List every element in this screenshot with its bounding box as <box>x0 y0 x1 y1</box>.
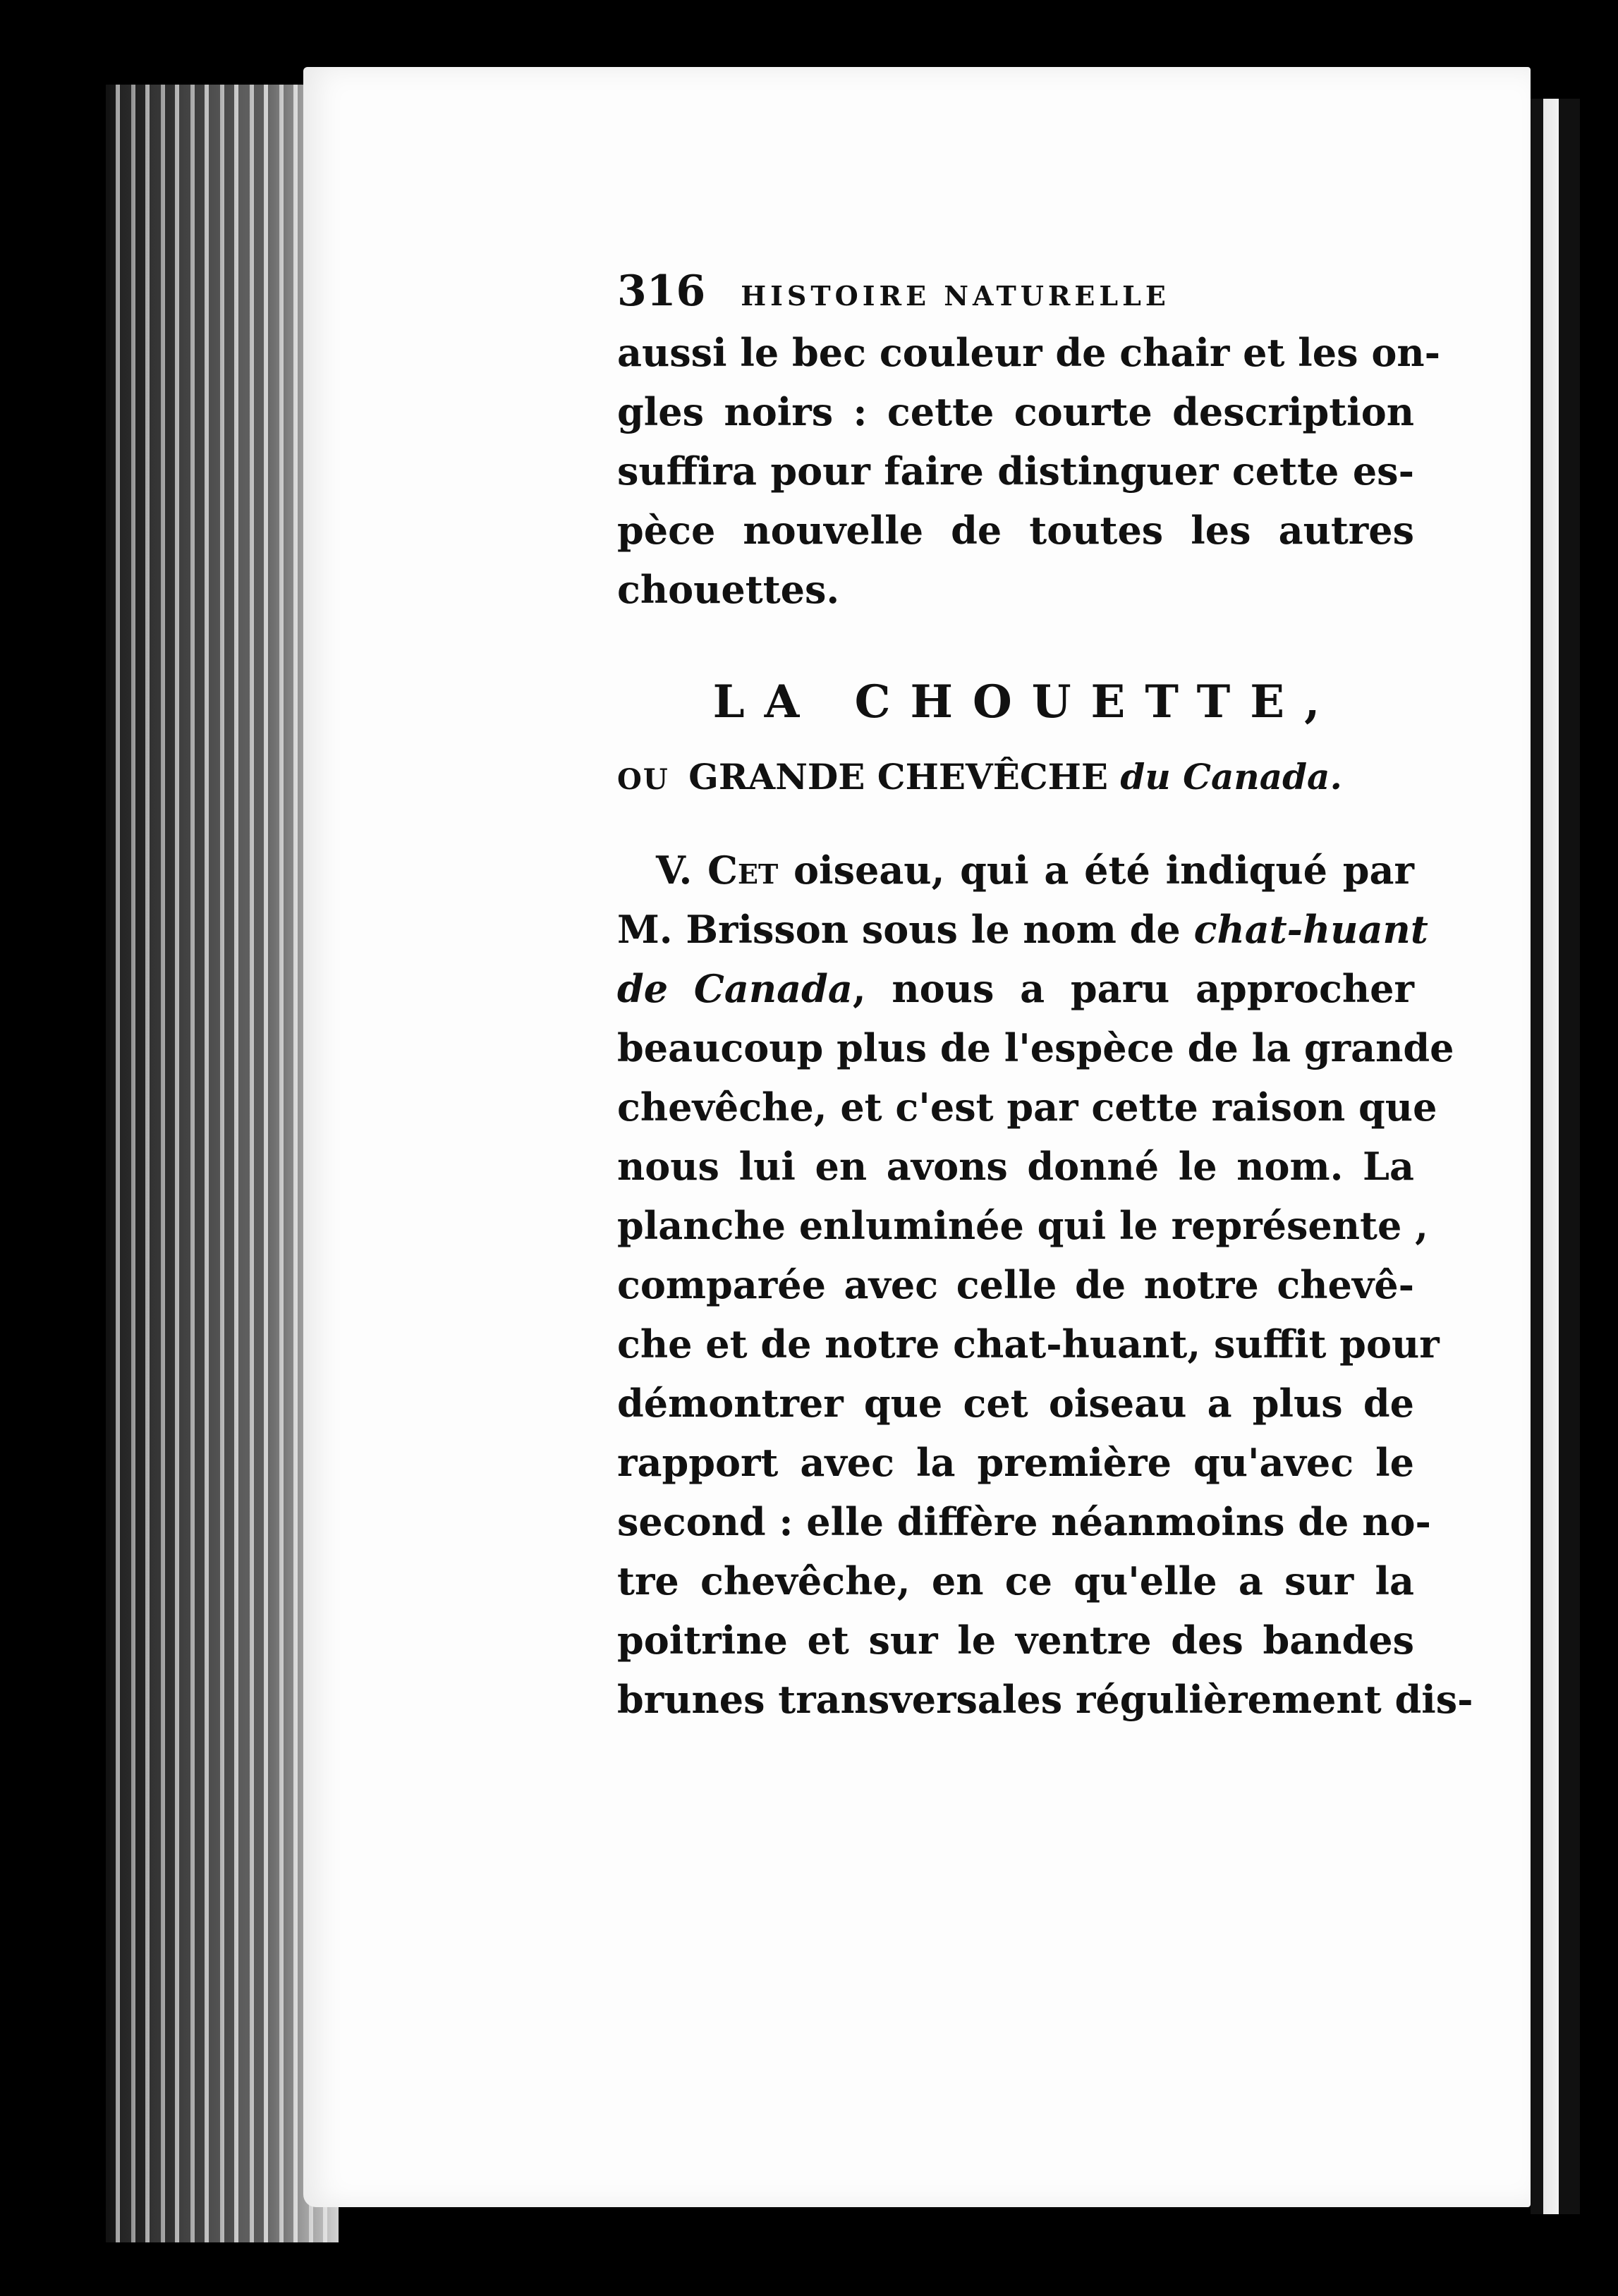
paragraph-line-3 <box>617 959 1414 1018</box>
text-line: chevêche, et c'est par cette raison que <box>617 1085 1437 1130</box>
text-line: suffira pour faire distinguer cette es- <box>617 448 1414 494</box>
subtitle-ou: OU <box>617 763 669 796</box>
text-line: rapport avec la première qu'avec le <box>617 1440 1414 1485</box>
text-line: che et de notre chat-huant, suffit pour <box>617 1321 1440 1367</box>
line3-italic: de Canada <box>617 966 853 1011</box>
line1-rest: oiseau, qui a été indiqué par <box>793 848 1414 893</box>
text-line: aussi le bec couleur de chair et les on- <box>617 330 1441 375</box>
paragraph-marker: V. <box>656 848 693 893</box>
page-header <box>617 267 1414 323</box>
section-subtitle <box>617 742 1414 812</box>
text-line: chouettes. <box>617 567 840 612</box>
line2-italic: chat-huant <box>1193 907 1428 952</box>
text-line: planche enluminée qui le représente , <box>617 1203 1428 1248</box>
subtitle-du: du <box>1120 756 1171 798</box>
running-head: HISTOIRE NATURELLE <box>741 280 1170 312</box>
facing-page-edge <box>1531 99 1580 2214</box>
text-line: démontrer que cet oiseau a plus de <box>617 1381 1414 1426</box>
subtitle-place: Canada. <box>1183 756 1342 798</box>
paragraph-line-2 <box>617 900 1428 959</box>
first-word: Cet <box>707 848 779 893</box>
text-line: poitrine et sur le ventre des bandes <box>617 1618 1414 1663</box>
section-title: LA CHOUETTE, <box>712 676 1340 728</box>
text-line: tre chevêche, en ce qu'elle a sur la <box>617 1558 1414 1604</box>
text-line: pèce nouvelle de toutes les autres <box>617 508 1414 553</box>
text-line: brunes transversales régulièrement dis- <box>617 1677 1473 1722</box>
paragraph-line-1 <box>617 841 1414 900</box>
page-number: 316 <box>617 267 706 316</box>
line2-start: M. Brisson sous le nom de <box>617 907 1181 952</box>
text-block <box>617 267 1473 1729</box>
subtitle-main: GRANDE CHEVÊCHE <box>688 756 1108 798</box>
text-line: nous lui en avons donné le nom. La <box>617 1144 1414 1189</box>
text-line: gles noirs : cette courte description <box>617 389 1414 434</box>
text-line: second : elle diffère néanmoins de no- <box>617 1499 1431 1544</box>
line3-rest: , nous a paru approcher <box>852 966 1414 1011</box>
text-line: beaucoup plus de l'espèce de la grande <box>617 1025 1454 1070</box>
text-line: comparée avec celle de notre chevê- <box>617 1262 1414 1307</box>
